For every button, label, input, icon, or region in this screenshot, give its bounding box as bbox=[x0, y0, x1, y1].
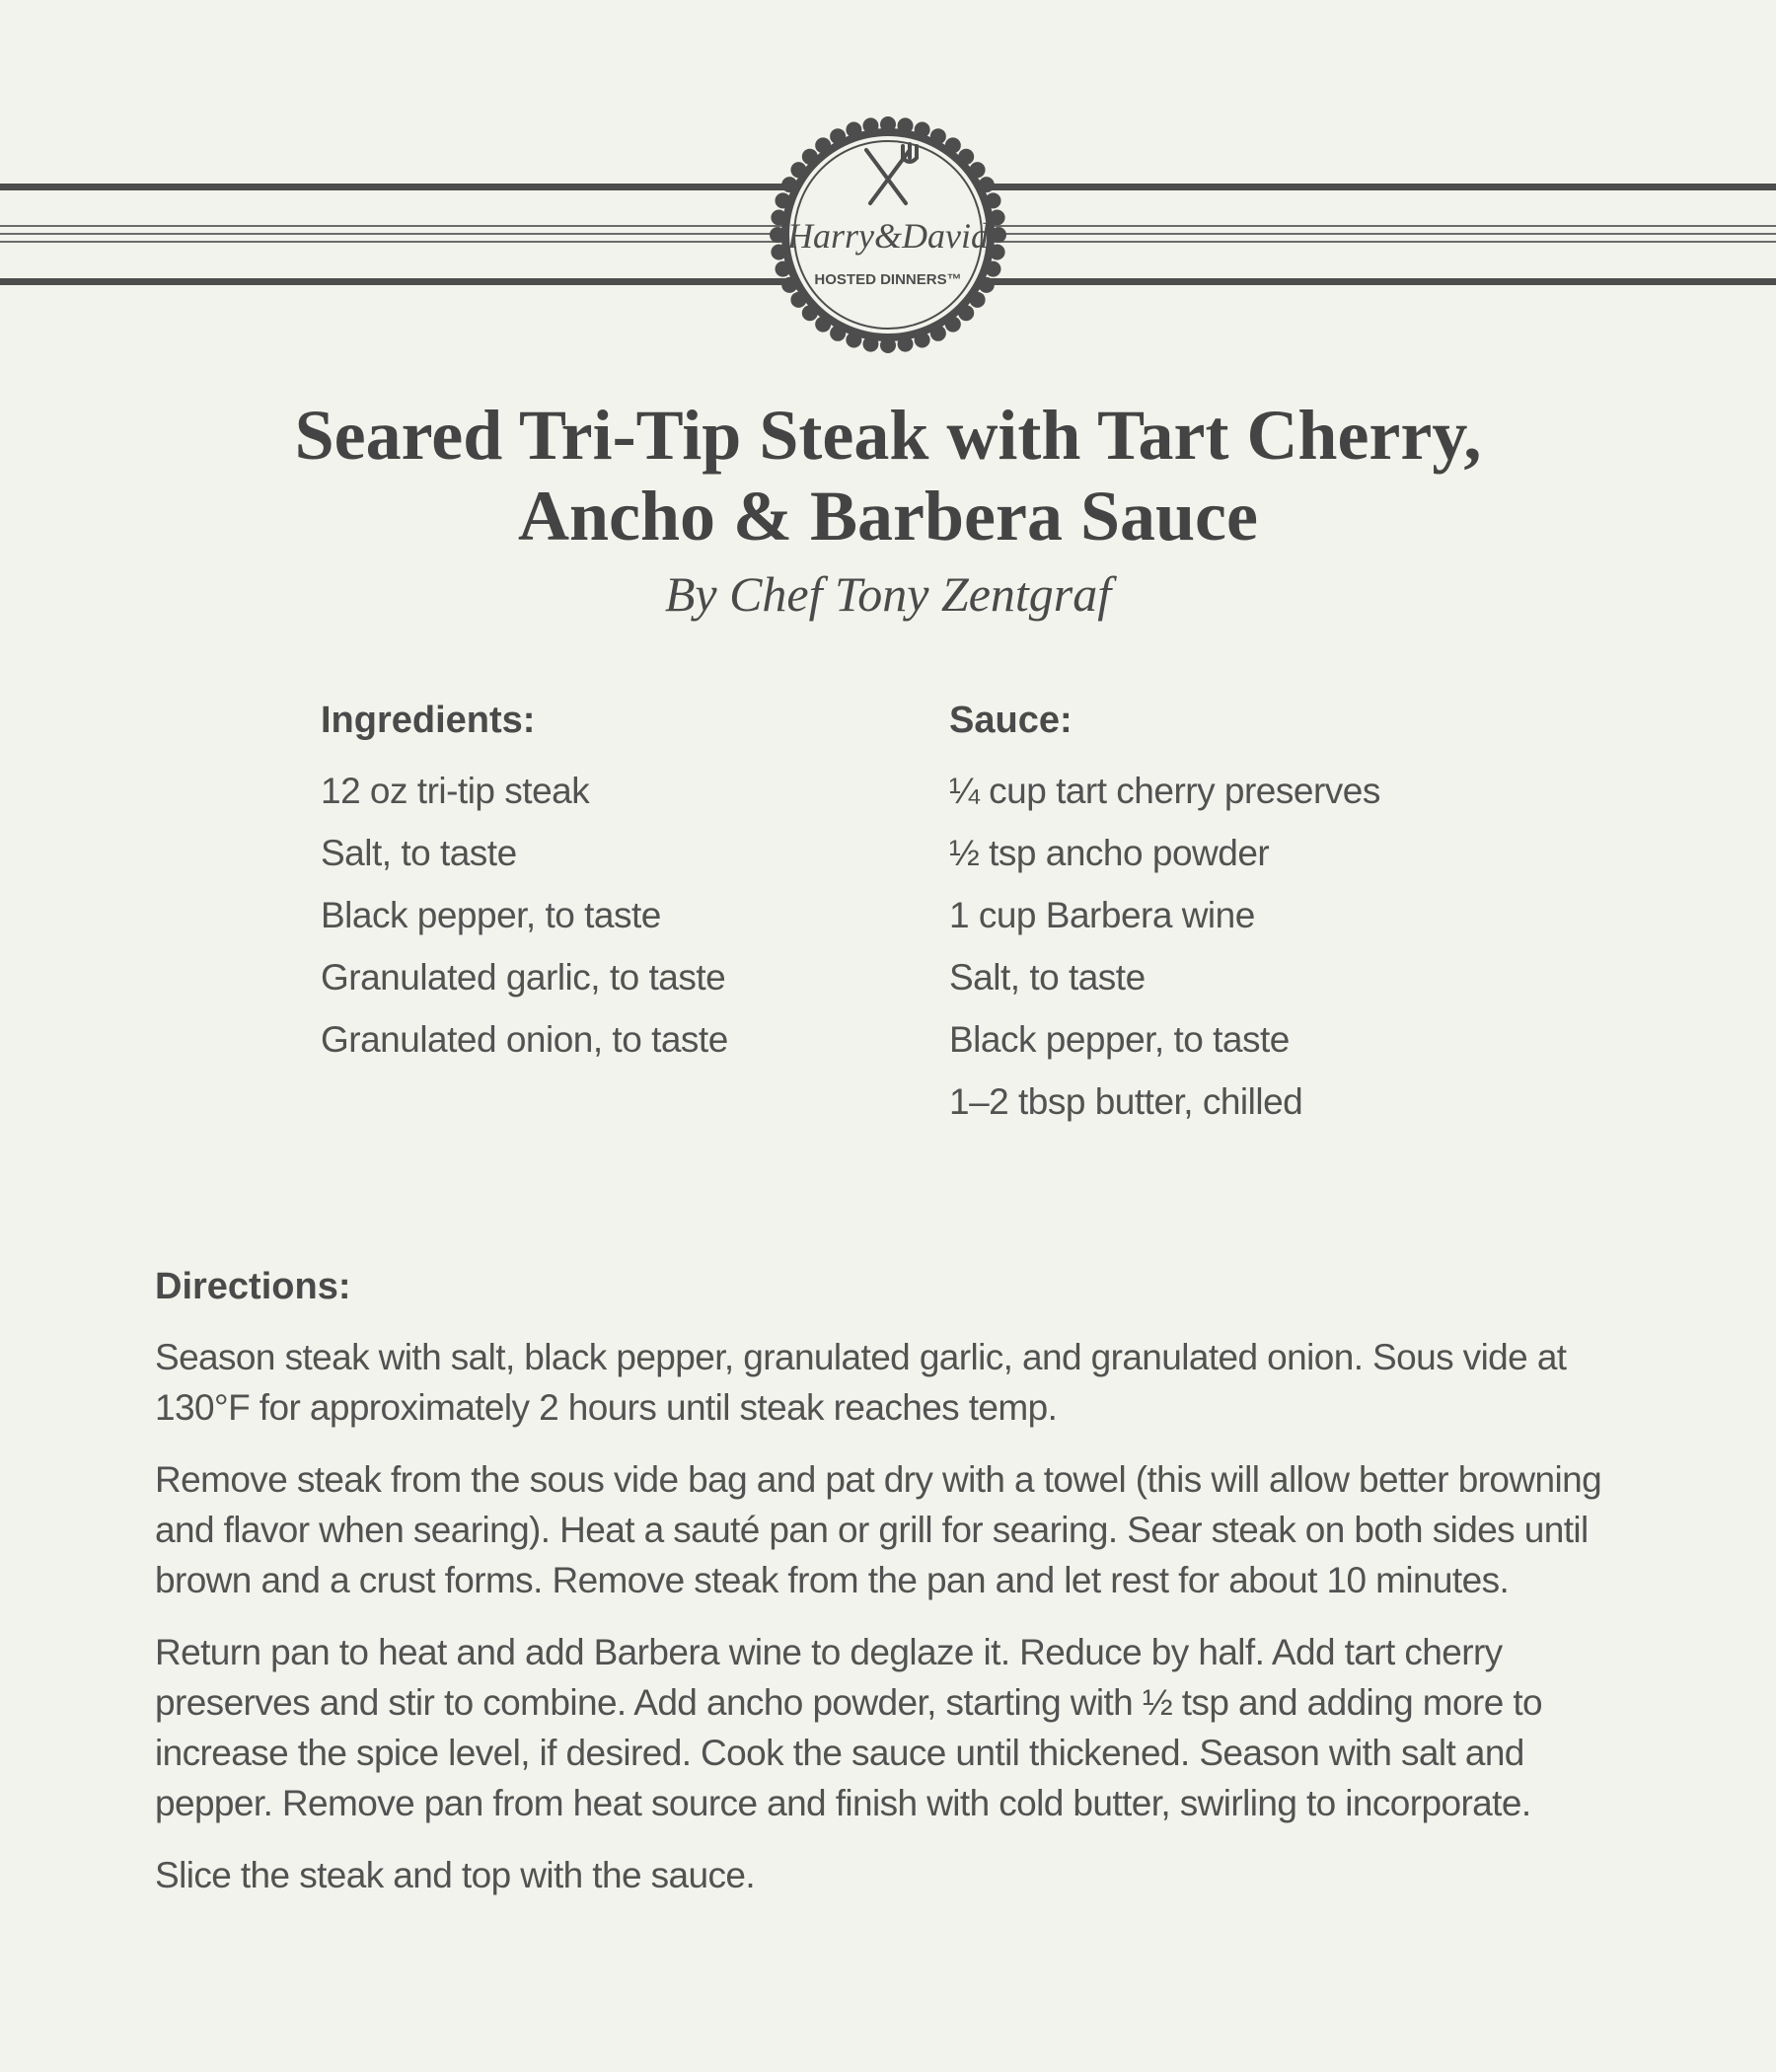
header-band bbox=[0, 0, 1776, 375]
ingredient-item: Granulated garlic, to taste bbox=[321, 957, 726, 998]
sauce-item: ¼ cup tart cherry preserves bbox=[949, 771, 1380, 811]
ingredient-item: Black pepper, to taste bbox=[321, 895, 661, 935]
ingredients-list bbox=[321, 760, 873, 1071]
recipe-title-line-1: Seared Tri-Tip Steak with Tart Cherry, bbox=[294, 396, 1482, 475]
directions-section bbox=[155, 1263, 1635, 1922]
ingredients-section bbox=[321, 697, 873, 1071]
ingredient-item: Granulated onion, to taste bbox=[321, 1019, 728, 1060]
recipe-title bbox=[0, 395, 1776, 556]
brand-logo-seal bbox=[768, 114, 1008, 355]
sauce-item: ½ tsp ancho powder bbox=[949, 833, 1270, 873]
direction-step: Return pan to heat and add Barbera wine to deglaze it. Reduce by half. Add tart cherry preserves and stir to combine. Add ancho powder, starting with ½ tsp and adding more to increase the spice level, if desired. Cook the sauce until thickened. Season with salt and pepper. Remove pan from heat source and finish with cold butter, swirling to incorporate. bbox=[155, 1632, 1543, 1823]
recipe-title-line-2: Ancho & Barbera Sauce bbox=[518, 477, 1258, 555]
logo-subtitle: HOSTED DINNERS™ bbox=[814, 271, 962, 288]
direction-step: Slice the steak and top with the sauce. bbox=[155, 1855, 756, 1895]
sauce-item: 1–2 tbsp butter, chilled bbox=[949, 1081, 1303, 1122]
direction-step: Season steak with salt, black pepper, granulated garlic, and granulated onion. Sous vide at 130°F for approximately 2 hours until steak reaches temp. bbox=[155, 1337, 1567, 1428]
sauce-section bbox=[949, 697, 1502, 1133]
directions-heading: Directions: bbox=[155, 1266, 351, 1307]
sauce-item: 1 cup Barbera wine bbox=[949, 895, 1255, 935]
ingredient-item: 12 oz tri-tip steak bbox=[321, 771, 590, 811]
sauce-list bbox=[949, 760, 1502, 1133]
sauce-heading: Sauce: bbox=[949, 700, 1073, 741]
logo-script: Harry&David bbox=[787, 216, 989, 256]
recipe-byline: By Chef Tony Zentgraf bbox=[664, 566, 1112, 622]
brand-logo-badge bbox=[768, 114, 1008, 355]
ingredients-heading: Ingredients: bbox=[321, 700, 536, 741]
ingredient-item: Salt, to taste bbox=[321, 833, 517, 873]
direction-step: Remove steak from the sous vide bag and pat dry with a towel (this will allow better browning and flavor when searing). Heat a sauté pan or grill for searing. Sear steak on both sides until brown and a crust forms. Remove steak from the pan and let rest for about 10 minutes. bbox=[155, 1459, 1602, 1600]
sauce-item: Salt, to taste bbox=[949, 957, 1146, 998]
sauce-item: Black pepper, to taste bbox=[949, 1019, 1290, 1060]
